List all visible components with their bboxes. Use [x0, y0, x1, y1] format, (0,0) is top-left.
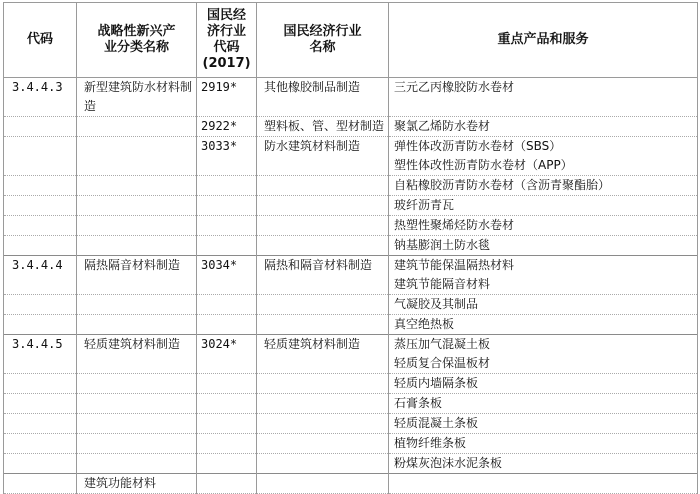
table-row [4, 117, 698, 137]
product-item: 气凝胶及其制品 [389, 295, 698, 315]
product-item [389, 256, 698, 295]
industry-code: 3034* [197, 256, 257, 295]
empty-cell [197, 196, 257, 216]
table-row [4, 434, 698, 454]
empty-cell [257, 196, 389, 216]
header-code: 代码 [4, 3, 77, 78]
header-industry-name [257, 3, 389, 78]
empty-cell [197, 236, 257, 256]
empty-cell [4, 196, 77, 216]
product-item: 石膏条板 [389, 394, 698, 414]
empty-cell [77, 117, 197, 137]
empty-cell [4, 374, 77, 394]
empty-cell [4, 315, 77, 335]
table-row [4, 78, 698, 117]
table-row [4, 414, 698, 434]
product-line: 蒸压加气混凝土板 [394, 337, 491, 351]
empty-cell [4, 236, 77, 256]
product-item: 自粘橡胶沥青防水卷材（含沥青聚酯胎） [389, 176, 698, 196]
empty-cell [77, 216, 197, 236]
empty-cell [257, 236, 389, 256]
empty-cell [4, 176, 77, 196]
empty-cell [197, 315, 257, 335]
product-line: 轻质复合保温板材 [394, 356, 491, 370]
empty-cell [257, 315, 389, 335]
industry-code: 3024* [197, 335, 257, 374]
industry-name: 塑料板、管、型材制造 [257, 117, 389, 137]
table-row [4, 315, 698, 335]
table-row [4, 394, 698, 414]
industry-code: 3033* [197, 137, 257, 176]
table-row [4, 474, 698, 494]
empty-cell [197, 474, 257, 494]
empty-cell [257, 414, 389, 434]
product-line: 弹性体改沥青防水卷材（SBS） [394, 139, 562, 153]
empty-cell [257, 434, 389, 454]
empty-cell [77, 315, 197, 335]
product-item: 轻质混凝土条板 [389, 414, 698, 434]
table-row [4, 256, 698, 295]
table-row [4, 137, 698, 176]
table-row [4, 295, 698, 315]
empty-cell [257, 295, 389, 315]
empty-cell [4, 394, 77, 414]
empty-cell [197, 454, 257, 474]
empty-cell [77, 434, 197, 454]
industry-name: 轻质建筑材料制造 [257, 335, 389, 374]
product-item: 玻纤沥青瓦 [389, 196, 698, 216]
product-item: 钠基膨润土防水毯 [389, 236, 698, 256]
product-item: 植物纤维条板 [389, 434, 698, 454]
product-item: 热塑性聚烯烃防水卷材 [389, 216, 698, 236]
category-code: 3.4.4.3 [4, 78, 77, 117]
header-industry-code [197, 3, 257, 78]
empty-cell [257, 394, 389, 414]
header-industry-name-text: 国民经济行业名称 [283, 24, 362, 55]
header-industry-code-text: 国民经济行业代码(2017) [202, 8, 251, 71]
table-row [4, 374, 698, 394]
category-name: 新型建筑防水材料制造 [77, 78, 197, 117]
empty-cell [197, 295, 257, 315]
industry-name: 隔热和隔音材料制造 [257, 256, 389, 295]
header-products: 重点产品和服务 [389, 3, 698, 78]
product-item [389, 335, 698, 374]
empty-cell [4, 434, 77, 454]
empty-cell [257, 474, 389, 494]
header-category [77, 3, 197, 78]
empty-cell [4, 474, 77, 494]
table-row [4, 216, 698, 236]
empty-cell [197, 374, 257, 394]
category-name: 轻质建筑材料制造 [77, 335, 197, 374]
empty-cell [257, 216, 389, 236]
category-name-cutoff: 建筑功能材料 [77, 474, 197, 494]
category-code: 3.4.4.5 [4, 335, 77, 374]
empty-cell [4, 216, 77, 236]
empty-cell [257, 454, 389, 474]
industry-classification-table [3, 2, 698, 494]
empty-cell [77, 394, 197, 414]
product-item: 聚氯乙烯防水卷材 [389, 117, 698, 137]
empty-cell [77, 176, 197, 196]
industry-code: 2922* [197, 117, 257, 137]
empty-cell [4, 137, 77, 176]
empty-cell [77, 454, 197, 474]
empty-cell [257, 176, 389, 196]
empty-cell [77, 196, 197, 216]
table-row [4, 335, 698, 374]
industry-code: 2919* [197, 78, 257, 117]
category-name: 隔热隔音材料制造 [77, 256, 197, 295]
empty-cell [389, 474, 698, 494]
empty-cell [4, 414, 77, 434]
product-line: 塑性体改性沥青防水卷材（APP） [394, 158, 573, 172]
empty-cell [197, 434, 257, 454]
empty-cell [197, 394, 257, 414]
empty-cell [4, 295, 77, 315]
table-row [4, 196, 698, 216]
empty-cell [4, 454, 77, 474]
empty-cell [197, 176, 257, 196]
table-header-row [4, 3, 698, 78]
product-line: 建筑节能保温隔热材料 [394, 258, 515, 272]
empty-cell [77, 374, 197, 394]
empty-cell [197, 216, 257, 236]
table-row [4, 454, 698, 474]
product-item: 真空绝热板 [389, 315, 698, 335]
product-item: 粉煤灰泡沫水泥条板 [389, 454, 698, 474]
empty-cell [257, 374, 389, 394]
empty-cell [77, 236, 197, 256]
industry-name: 其他橡胶制品制造 [257, 78, 389, 117]
empty-cell [197, 414, 257, 434]
product-item [389, 137, 698, 176]
product-line: 建筑节能隔音材料 [394, 277, 491, 291]
table-row [4, 236, 698, 256]
empty-cell [77, 295, 197, 315]
header-category-text: 战略性新兴产业分类名称 [97, 24, 176, 55]
category-code: 3.4.4.4 [4, 256, 77, 295]
table-row [4, 176, 698, 196]
industry-name: 防水建筑材料制造 [257, 137, 389, 176]
product-item: 三元乙丙橡胶防水卷材 [389, 78, 698, 117]
empty-cell [77, 414, 197, 434]
empty-cell [77, 137, 197, 176]
product-item: 轻质内墙隔条板 [389, 374, 698, 394]
empty-cell [4, 117, 77, 137]
